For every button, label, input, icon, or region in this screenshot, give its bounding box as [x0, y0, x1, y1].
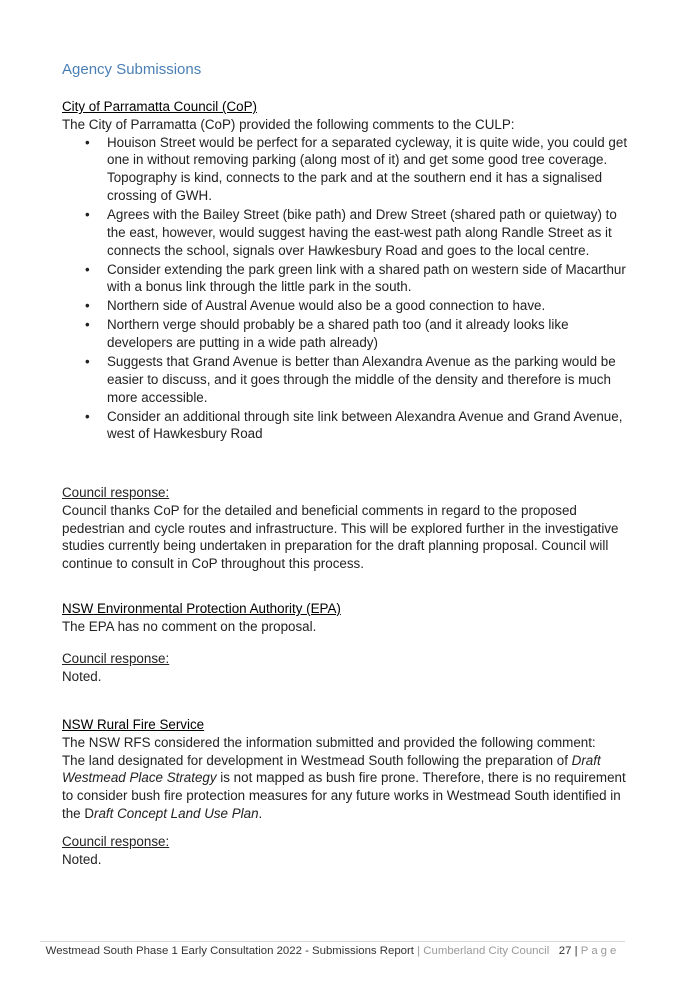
response-label: Council response: [62, 651, 170, 666]
footer-page-label: Page [580, 945, 620, 957]
response-text: Council thanks CoP for the detailed and beneficial comments in regard to the proposed pedestrian and cycle routes and infrastructure. This will be explored further in the investigative studies currently being undertaken in preparation for the draft planning proposal. Council will continue to consult in CoP throughout this process. [62, 502, 619, 572]
bullet-icon: • [85, 298, 90, 314]
footer-page-number: 27 [558, 945, 572, 957]
bullet-icon: • [85, 134, 90, 150]
footer-doc-title: Westmead South Phase 1 Early Consultation 2022 - Submissions Report [45, 945, 414, 957]
response-label: Council response: [62, 834, 170, 849]
rfs-text-line1: The NSW RFS considered the information submitted and provided the following comment: [62, 734, 596, 750]
cop-section [62, 98, 632, 444]
cop-title: City of Parramatta Council (CoP) [62, 99, 257, 114]
list-item: • Consider an additional through site link between Alexandra Avenue and Grand Avenue, west of Hawkesbury Road [85, 408, 623, 442]
response-label: Council response: [62, 485, 170, 500]
bullet-icon: • [85, 317, 90, 333]
epa-section [62, 600, 632, 636]
list-item: • Consider extending the park green link with a shared path on western side of Macarthur with a bonus link through the little park in the south. [85, 261, 626, 295]
section-heading: Agency Submissions [62, 61, 202, 78]
rfs-title: NSW Rural Fire Service [62, 717, 205, 732]
list-item: • Northern verge should probably be a shared path too (and it already looks like developers are putting in a wide path already) [85, 317, 569, 351]
response-text: Noted. [62, 851, 102, 867]
list-item: • Agrees with the Bailey Street (bike path) and Drew Street (shared path or quietway) to the east, however, would suggest having the east-west path along Randle Street as it connects the school, signals over Hawkesbury Road and goes to the local centre. [85, 206, 617, 258]
footer-org: Cumberland City Council [423, 945, 550, 957]
bullet-icon: • [85, 206, 90, 222]
cop-bullet-list [62, 134, 632, 444]
page-footer: Westmead South Phase 1 Early Consultation 2022 - Submissions Report | Cumberland City Council 27 | Page [40, 941, 625, 957]
list-item: • Houison Street would be perfect for a separated cycleway, it is quite wide, you could get one in without removing parking (along most of it) and get some good tree coverage. Topography is kind, connects to the park and at the southern end it has a signalised crossing of GWH. [85, 134, 628, 203]
list-item: • Suggests that Grand Avenue is better than Alexandra Avenue as the parking would be easier to discuss, and it goes through the middle of the density and therefore is much more accessible. [85, 354, 616, 405]
list-item: • Northern side of Austral Avenue would also be a good connection to have. [85, 298, 546, 314]
epa-text: The EPA has no comment on the proposal. [62, 618, 317, 634]
epa-response [62, 650, 632, 686]
rfs-text: The land designated for development in Westmead South following the preparation of Draft Westmead Place Strategy is not mapped as bush fire prone. Therefore, there is no requirement to consider bush fire protection measures for any future works in Westmead South identified in the Draft Concept Land Use Plan. [62, 752, 626, 821]
epa-title: NSW Environmental Protection Authority (EPA) [62, 601, 341, 616]
cop-response [62, 484, 632, 573]
bullet-icon: • [85, 408, 90, 424]
rfs-response [62, 833, 632, 869]
bullet-icon: • [85, 354, 90, 370]
bullet-icon: • [85, 261, 90, 277]
response-text: Noted. [62, 668, 102, 684]
cop-intro: The City of Parramatta (CoP) provided the following comments to the CULP: [62, 116, 515, 132]
rfs-section [62, 716, 632, 823]
